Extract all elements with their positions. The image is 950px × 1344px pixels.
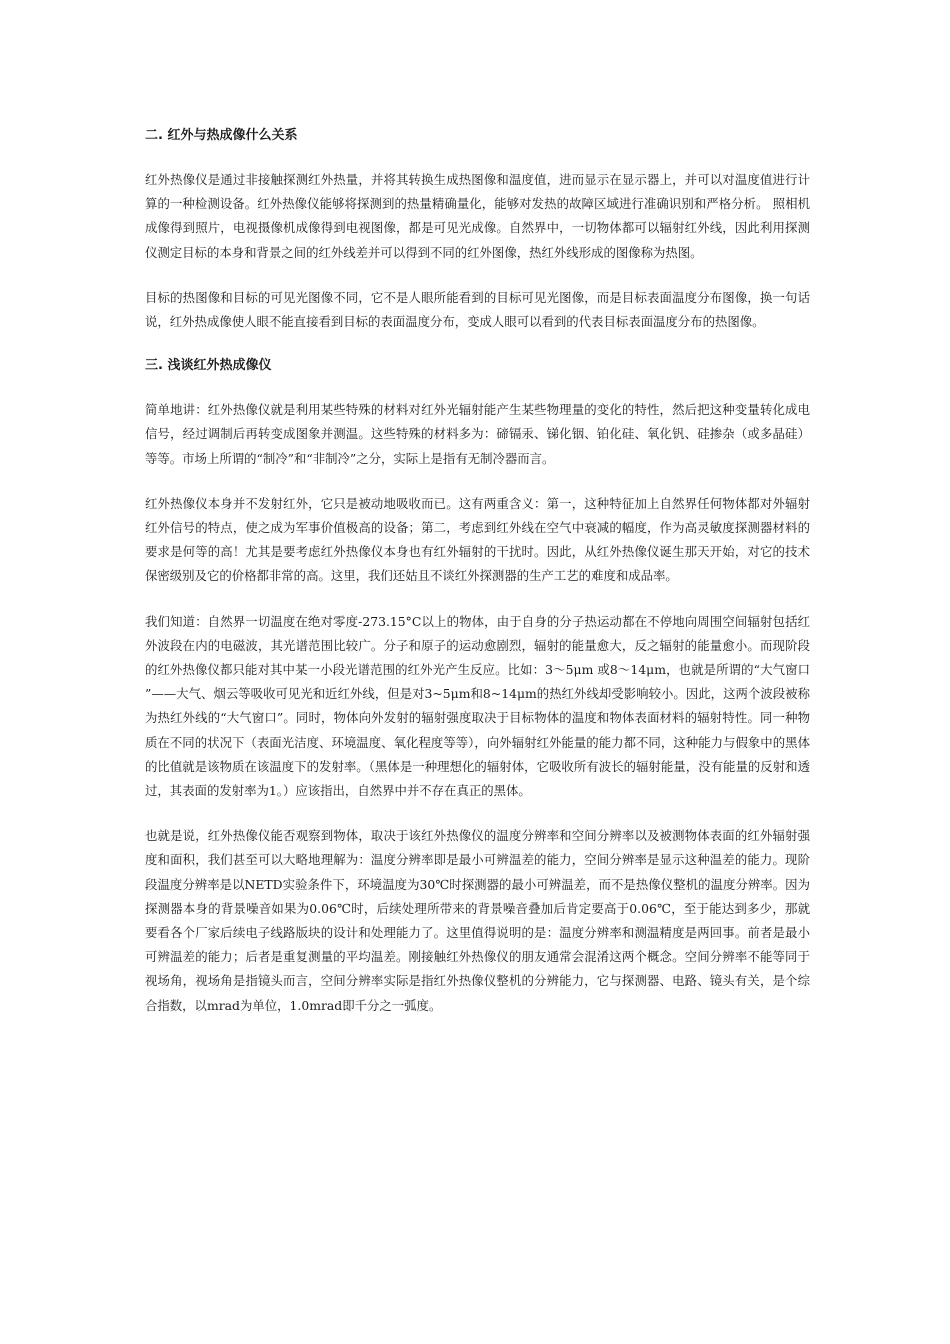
paragraph-resolution: 也就是说，红外热像仪能否观察到物体，取决于该红外热像仪的温度分辨率和空间分辨率以及被测物体表面的红外辐射强度和面积，我们甚至可以大略地理解为：温度分辨率即是最小可辨温差的能力，空间分辨率是显示这种温差的能力。现阶段温度分辨率是以NETD实验条件下，环境温度为30℃时探测器的最小可辨温差，而不是热像仪整机的温度分辨率。因为探测器本身的背景噪音如果为0.06℃时，后续处理所带来的背景噪音叠加后肯定要高于0.06℃，至于能达到多少，那就要看各个厂家后续电子线路版块的设计和处理能力了。这里值得说明的是：温度分辨率和测温精度是两回事。前者是最小可辨温差的能力；后者是重复测量的平均温差。刚接触红外热像仪的朋友通常会混淆这两个概念。空间分辨率不能等同于视场角，视场角是指镜头而言，空间分辨率实际是指红外热像仪整机的分辨能力，它与探测器、电路、镜头有关，是个综合指数，以mrad为单位，1.0mrad即千分之一弧度。	[145, 828, 810, 1013]
paragraph-thermal-imager-definition: 红外热像仪是通过非接触探测红外热量，并将其转换生成热图像和温度值，进而显示在显示器上，并可以对温度值进行计算的一种检测设备。红外热像仪能够将探测到的热量精确量化，能够对发热的故障区域进行准确识别和严格分析。 照相机成像得到照片，电视摄像机成像得到电视图像，都是可见光成像。自然界中，一切物体都可以辐射红外线，因此利用探测仪测定目标的本身和背景之间的红外线差并可以得到不同的红外图像，热红外线形成的图像称为热图。	[145, 172, 810, 260]
paragraph-thermal-image-vs-visible: 目标的热图像和目标的可见光图像不同，它不是人眼所能看到的目标可见光图像，而是目标表面温度分布图像，换一句话说，红外热成像使人眼不能直接看到目标的表面温度分布，变成人眼可以看到的代表目标表面温度分布的热图像。	[145, 289, 810, 330]
paragraph-radiation-physics: 我们知道：自然界一切温度在绝对零度-273.15°C以上的物体，由于自身的分子热运动都在不停地向周围空间辐射包括红外波段在内的电磁波，其光谱范围比较广。分子和原子的运动愈剧烈，辐射的能量愈大，反之辐射的能量愈小。而现阶段的红外热像仪都只能对其中某一小段光谱范围的红外光产生反应。比如：3～5μm 或8～14μm，也就是所谓的“大气窗口”——大气、烟云等吸收可见光和近红外线，但是对3~5μm和8~14μm的热红外线却受影响较小。因此，这两个波段被称为热红外线的“大气窗口”。同时，物体向外发射的辐射强度取决于目标物体的温度和物体表面材料的辐射特性。同一种物质在不同的状况下（表面光洁度、环境温度、氧化程度等等），向外辐射红外能量的能力都不同，这种能力与假象中的黑体的比值就是该物质在该温度下的发射率。（黑体是一种理想化的辐射体，它吸收所有波长的辐射能量，没有能量的反射和透过，其表面的发射率为1。）应该指出，自然界中并不存在真正的黑体。	[145, 613, 810, 799]
section-heading-3: 三. 浅谈红外热成像仪	[145, 358, 272, 374]
section-heading-2: 二. 红外与热成像什么关系	[145, 128, 298, 143]
document-page	[145, 124, 810, 1039]
paragraph-passive-absorption: 红外热像仪本身并不发射红外，它只是被动地吸收而已。这有两重含义：第一，这种特征加上自然界任何物体都对外辐射红外信号的特点，使之成为军事价值极高的设备；第二，考虑到红外线在空气中衰减的幅度，作为高灵敏度探测器材料的要求是何等的高！尤其是要考虑红外热像仪本身也有红外辐射的干扰时。因此，从红外热像仪诞生那天开始，对它的技术保密级别及它的价格都非常的高。这里，我们还姑且不谈红外探测器的生产工艺的难度和成品率。	[145, 495, 810, 584]
paragraph-simple-explanation: 简单地讲：红外热像仪就是利用某些特殊的材料对红外光辐射能产生某些物理量的变化的特性，然后把这种变量转化成电信号，经过调制后再转变成图象并测温。这些特殊的材料多为：碲镉汞、锑化铟、铂化硅、氧化钒、硅掺杂（或多晶硅）等等。市场上所谓的“制冷”和“非制冷”之分，实际上是指有无制冷器而言。	[145, 402, 810, 466]
